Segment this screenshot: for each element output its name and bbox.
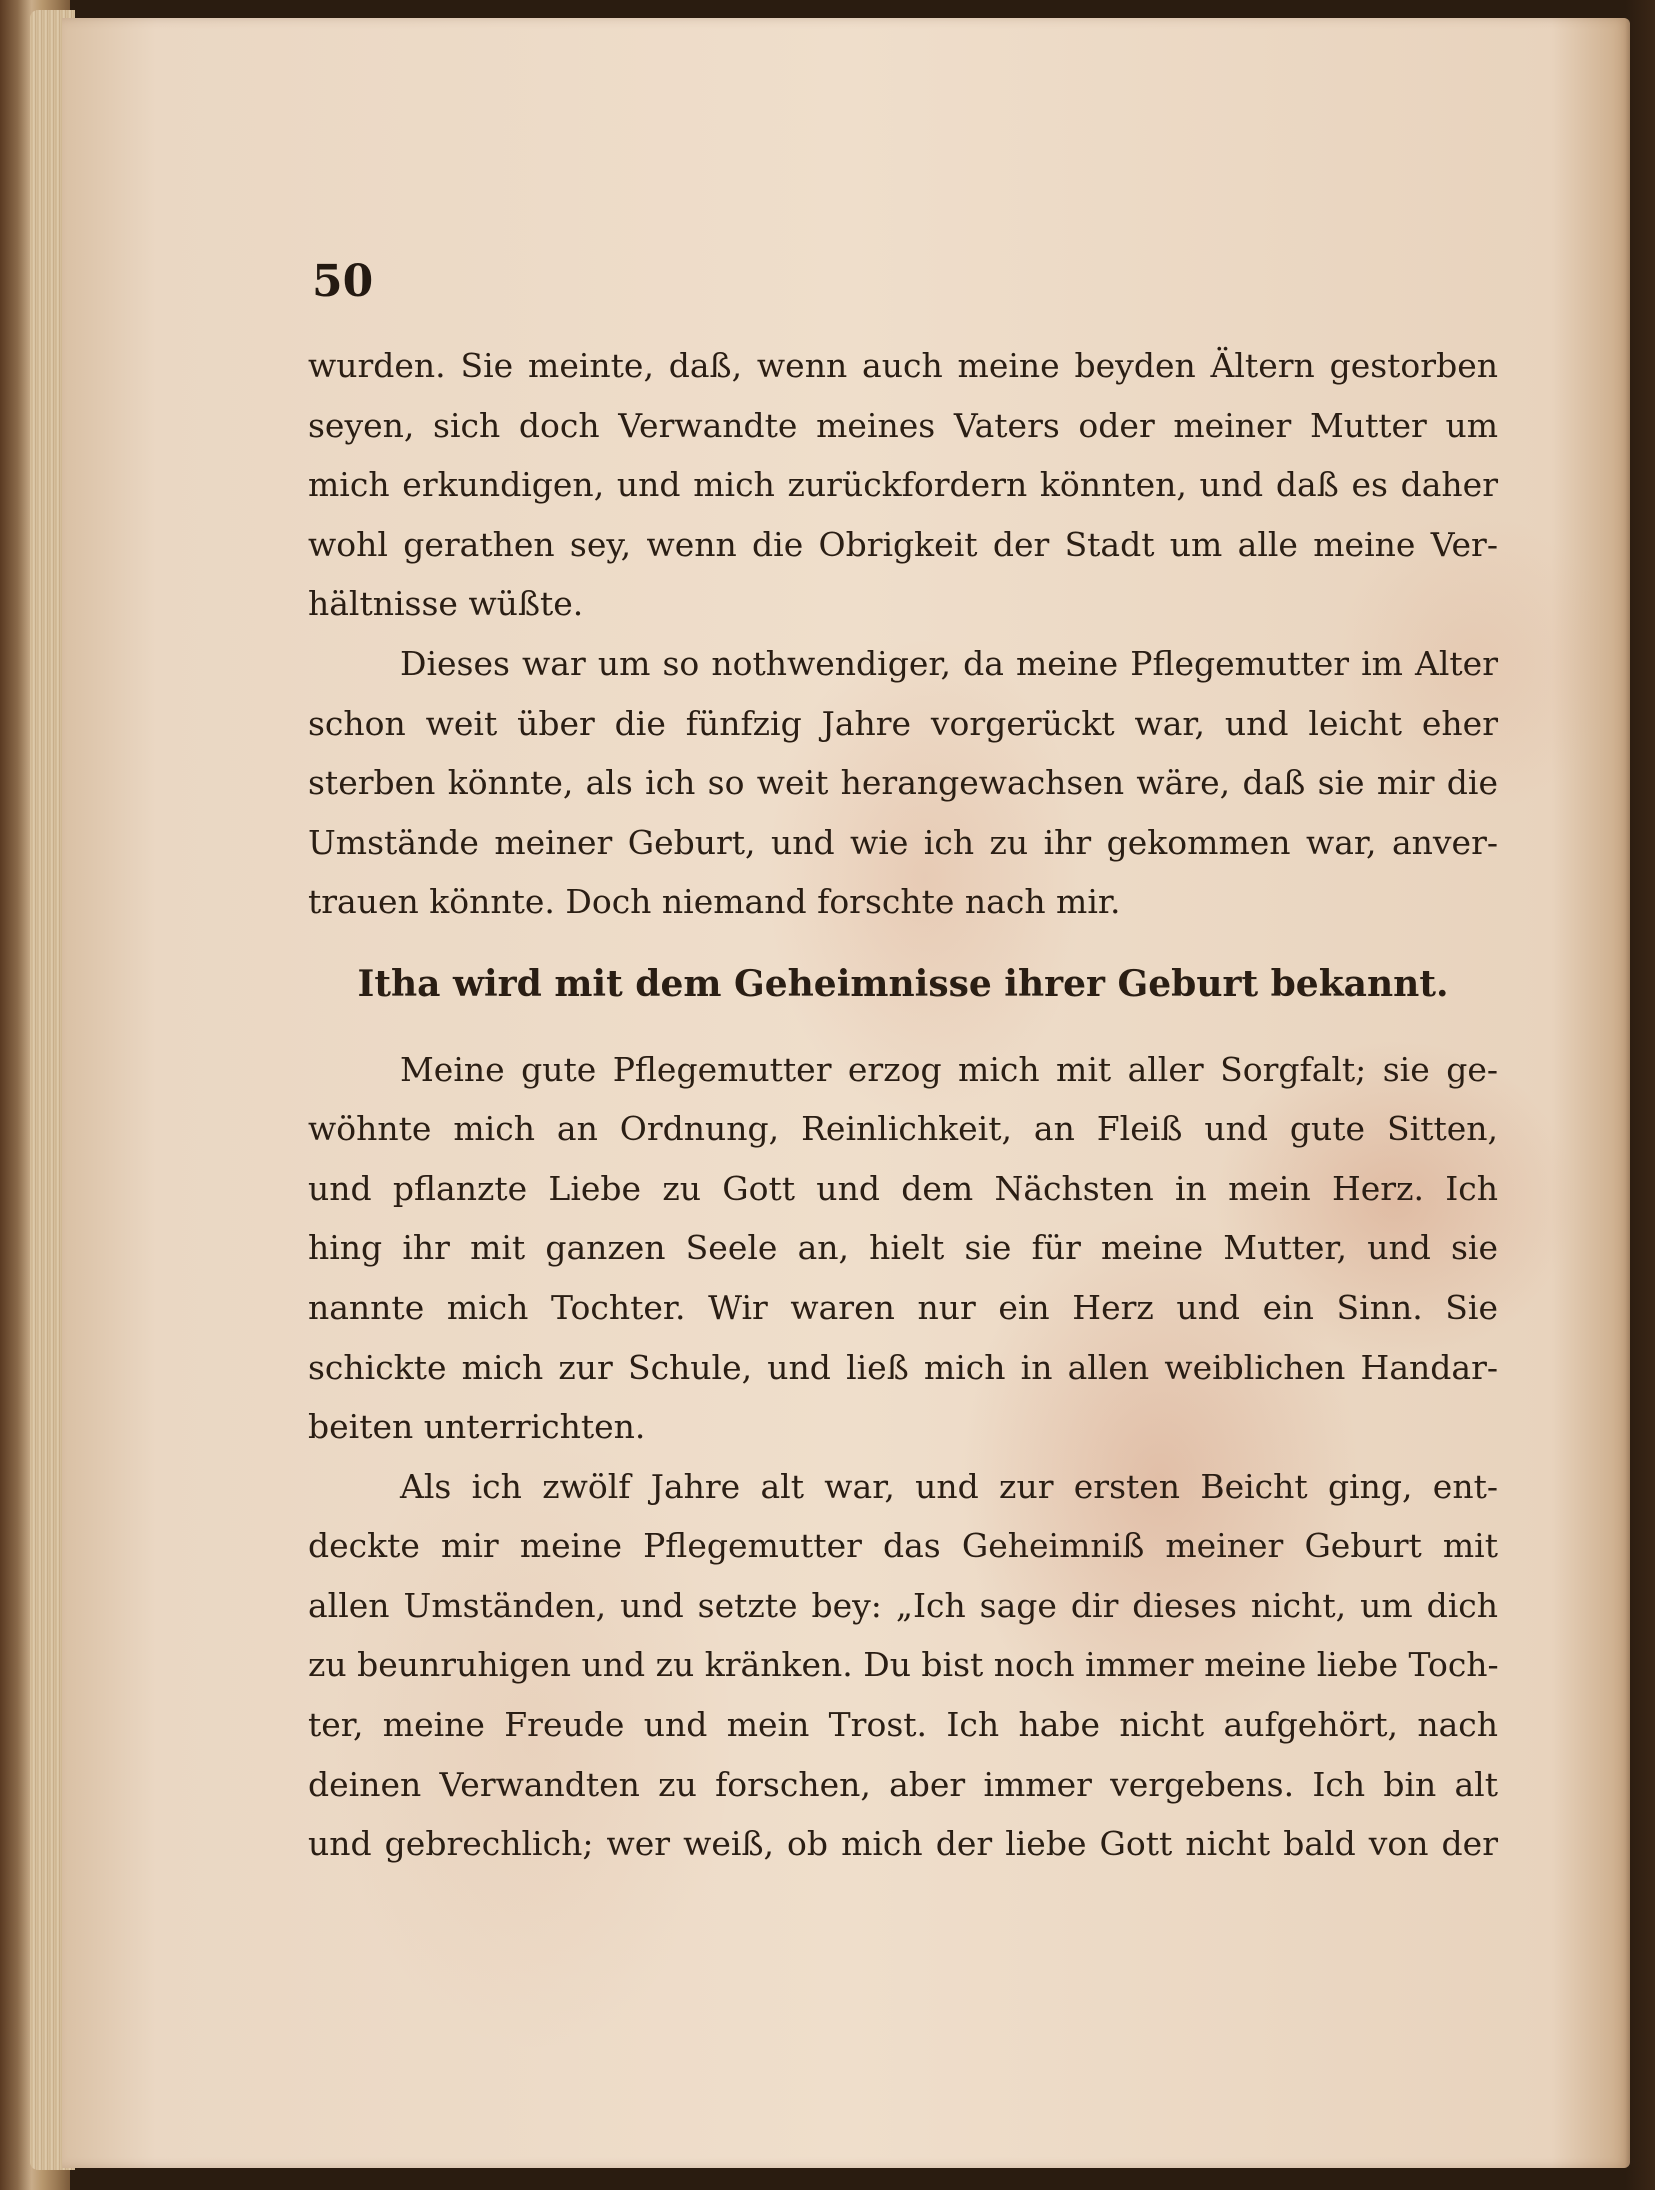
text-line: sterben könnte, als ich so weit herangewachsen wäre, daß sie mir die bbox=[308, 763, 1498, 803]
text-line: wurden. Sie meinte, daß, wenn auch meine beyden Ältern gestorben bbox=[308, 346, 1498, 385]
text-line: Umstände meiner Geburt, und wie ich zu ihr gekommen war, anver- bbox=[308, 822, 1498, 862]
text-line: hältnisse wüßte. bbox=[308, 584, 584, 624]
paragraph-2 bbox=[308, 634, 1498, 932]
text-line: trauen könnte. Doch niemand forschte nach mir. bbox=[308, 882, 1121, 922]
text-block bbox=[308, 336, 1498, 1874]
text-line: deinen Verwandten zu forschen, aber immer vergebens. Ich bin alt bbox=[308, 1764, 1498, 1804]
text-line: mich erkundigen, und mich zurückfordern könnten, und daß es daher bbox=[308, 465, 1498, 505]
text-line: und gebrechlich; wer weiß, ob mich der liebe Gott nicht bald von der bbox=[308, 1824, 1498, 1864]
text-line: und pflanzte Liebe zu Gott und dem Nächsten in mein Herz. Ich bbox=[308, 1168, 1498, 1208]
text-line: wohl gerathen sey, wenn die Obrigkeit der Stadt um alle meine Ver- bbox=[308, 524, 1498, 564]
text-line: deckte mir meine Pflegemutter das Geheimniß meiner Geburt mit bbox=[308, 1526, 1498, 1566]
text-line: schickte mich zur Schule, und ließ mich in allen weiblichen Handar- bbox=[308, 1347, 1498, 1387]
text-line: Meine gute Pflegemutter erzog mich mit aller Sorgfalt; sie ge- bbox=[400, 1049, 1498, 1089]
text-line: zu beunruhigen und zu kränken. Du bist noch immer meine liebe Toch- bbox=[308, 1645, 1499, 1685]
paragraph-3 bbox=[308, 1040, 1498, 1457]
text-line: nannte mich Tochter. Wir waren nur ein Herz und ein Sinn. Sie bbox=[308, 1287, 1498, 1327]
section-heading: Itha wird mit dem Geheimnisse ihrer Geburt bekannt. bbox=[357, 962, 1449, 1005]
text-line: wöhnte mich an Ordnung, Reinlichkeit, an Fleiß und gute Sitten, bbox=[308, 1109, 1498, 1149]
page-number: 50 bbox=[312, 256, 374, 307]
text-line: schon weit über die fünfzig Jahre vorgerückt war, und leicht eher bbox=[308, 703, 1498, 743]
paragraph-4 bbox=[308, 1457, 1498, 1874]
text-line: beiten unterrichten. bbox=[308, 1407, 646, 1447]
text-line: seyen, sich doch Verwandte meines Vaters oder meiner Mutter um bbox=[308, 405, 1498, 445]
text-line: ter, meine Freude und mein Trost. Ich habe nicht aufgehört, nach bbox=[308, 1705, 1498, 1745]
text-line: hing ihr mit ganzen Seele an, hielt sie für meine Mutter, und sie bbox=[308, 1228, 1498, 1268]
text-line: Dieses war um so nothwendiger, da meine Pflegemutter im Alter bbox=[400, 643, 1498, 683]
text-line: allen Umständen, und setzte bey: „Ich sage dir dieses nicht, um dich bbox=[308, 1585, 1498, 1625]
text-line: Als ich zwölf Jahre alt war, und zur ersten Beicht ging, ent- bbox=[400, 1466, 1498, 1506]
paragraph-1 bbox=[308, 336, 1498, 634]
page-shadow bbox=[1625, 0, 1655, 2190]
